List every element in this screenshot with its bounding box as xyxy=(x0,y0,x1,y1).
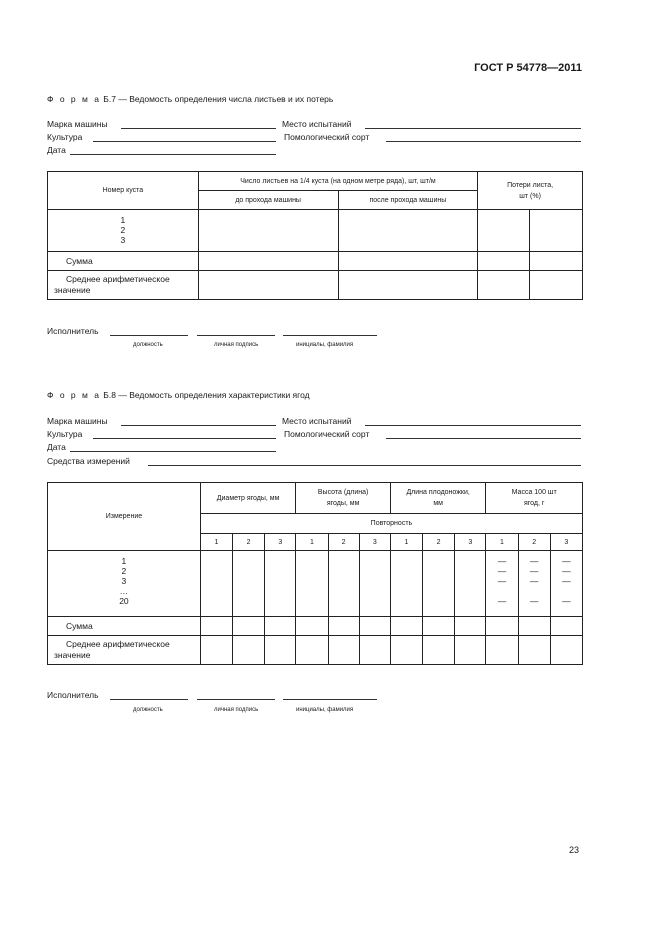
table-cell[interactable] xyxy=(359,636,390,665)
header-leaf-count: Число листьев на 1/4 куста (на одном метре ряда), шт, шт/м xyxy=(198,172,477,191)
form-b7-performer-label: Исполнитель xyxy=(47,326,99,336)
form-b7-name-caption: инициалы, фамилия xyxy=(296,342,354,348)
table-cell[interactable] xyxy=(486,617,518,636)
form-b7-variety-field[interactable] xyxy=(386,141,581,142)
table-cell[interactable] xyxy=(423,551,455,617)
table-cell[interactable] xyxy=(486,636,518,665)
form-b8-performer-label: Исполнитель xyxy=(47,690,99,700)
header-measurement: Измерение xyxy=(48,483,201,551)
sum-row-label: Сумма xyxy=(48,617,201,636)
table-cell[interactable] xyxy=(390,551,422,617)
header-mass-line2: ягод, г xyxy=(523,500,545,507)
table-cell[interactable] xyxy=(233,551,265,617)
bush-number: 1 xyxy=(120,215,126,225)
rep-3: 3 xyxy=(455,534,486,551)
rep-2: 2 xyxy=(518,534,550,551)
header-mass xyxy=(486,483,583,514)
form-b7-machine-field[interactable] xyxy=(121,128,276,129)
form-b7-culture-field[interactable] xyxy=(93,141,276,142)
header-repetition: Повторность xyxy=(200,514,582,534)
table-cell[interactable] xyxy=(296,551,328,617)
header-stem-line1: Длина плодоножки, xyxy=(406,489,470,496)
form-b7-table xyxy=(47,171,583,300)
dash: — xyxy=(562,576,571,586)
dash: — xyxy=(529,556,539,566)
rep-3: 3 xyxy=(265,534,296,551)
form-b8-name-field[interactable] xyxy=(283,699,377,700)
table-cell[interactable] xyxy=(200,617,232,636)
header-diameter: Диаметр ягоды, мм xyxy=(200,483,296,514)
header-stem-length xyxy=(390,483,486,514)
table-cell[interactable] xyxy=(296,636,328,665)
table-cell[interactable] xyxy=(390,636,422,665)
table-cell[interactable] xyxy=(455,551,486,617)
dash: — xyxy=(529,576,539,586)
table-cell[interactable] xyxy=(265,551,296,617)
dash: — xyxy=(497,596,507,606)
table-cell[interactable] xyxy=(200,551,232,617)
header-stem-line2: мм xyxy=(433,500,443,507)
rep-1: 1 xyxy=(200,534,232,551)
mass-dash-cell xyxy=(550,551,582,617)
form-b8-date-field[interactable] xyxy=(70,451,276,452)
measurement-number: … xyxy=(119,586,129,596)
header-after-pass: после прохода машины xyxy=(338,191,478,210)
table-cell[interactable] xyxy=(478,271,530,300)
sum-row-label: Сумма xyxy=(48,252,199,271)
form-b7-machine-label: Марка машины xyxy=(47,119,108,129)
form-b7-signature-caption: личная подпись xyxy=(214,342,259,348)
form-b8-position-field[interactable] xyxy=(110,699,188,700)
table-cell[interactable] xyxy=(359,617,390,636)
table-cell[interactable] xyxy=(518,617,550,636)
table-cell[interactable] xyxy=(233,636,265,665)
header-leaf-loss xyxy=(478,172,583,210)
form-b8-date-label: Дата xyxy=(47,442,66,452)
form-b8-culture-field[interactable] xyxy=(93,438,276,439)
form-b7-title xyxy=(47,94,333,104)
form-b7-position-field[interactable] xyxy=(110,335,188,336)
table-cell[interactable] xyxy=(328,551,359,617)
mean-row-label-line2: значение xyxy=(54,285,91,295)
form-b8-variety-label: Помологический сорт xyxy=(284,429,370,439)
rep-1: 1 xyxy=(390,534,422,551)
table-cell[interactable] xyxy=(423,636,455,665)
measurement-number: 20 xyxy=(119,596,129,606)
mean-row-label xyxy=(48,636,201,665)
measurement-number: 3 xyxy=(121,576,127,586)
header-before-pass: до прохода машины xyxy=(198,191,338,210)
header-height xyxy=(296,483,391,514)
measurement-number: 1 xyxy=(121,556,127,566)
table-cell[interactable] xyxy=(530,252,583,271)
form-b8-signature-field[interactable] xyxy=(197,699,275,700)
table-cell[interactable] xyxy=(550,636,582,665)
table-cell[interactable] xyxy=(530,210,583,252)
table-cell[interactable] xyxy=(296,617,328,636)
dash: — xyxy=(497,576,507,586)
bush-number-list xyxy=(48,210,199,252)
form-b7-place-label: Место испытаний xyxy=(282,119,352,129)
form-b8-position-caption: должность xyxy=(133,707,163,713)
bush-number: 2 xyxy=(120,225,126,235)
rep-2: 2 xyxy=(328,534,359,551)
rep-2: 2 xyxy=(423,534,455,551)
form-b7-signature-field[interactable] xyxy=(197,335,275,336)
header-mass-line1: Масса 100 шт xyxy=(511,489,557,496)
table-cell[interactable] xyxy=(338,252,478,271)
table-cell[interactable] xyxy=(338,271,478,300)
mean-row-label-line2: значение xyxy=(54,650,91,660)
table-cell[interactable] xyxy=(200,636,232,665)
table-cell[interactable] xyxy=(359,551,390,617)
table-cell[interactable] xyxy=(328,617,359,636)
rep-1: 1 xyxy=(296,534,328,551)
form-b7-variety-label: Помологический сорт xyxy=(284,132,370,142)
form-b7-place-field[interactable] xyxy=(365,128,581,129)
form-b8-machine-field[interactable] xyxy=(121,425,276,426)
table-cell[interactable] xyxy=(390,617,422,636)
mean-row-label-line1: Среднее арифметическое xyxy=(66,639,170,649)
dash: — xyxy=(562,596,571,606)
dash: — xyxy=(529,596,539,606)
table-cell[interactable] xyxy=(338,210,478,252)
table-cell[interactable] xyxy=(518,636,550,665)
measurement-number: 2 xyxy=(121,566,127,576)
table-cell[interactable] xyxy=(198,271,338,300)
form-b8-name-caption: инициалы, фамилия xyxy=(296,707,354,713)
table-cell[interactable] xyxy=(233,617,265,636)
form-b8-place-label: Место испытаний xyxy=(282,416,352,426)
form-b8-tools-label: Средства измерений xyxy=(47,456,130,466)
standard-number: ГОСТ Р 54778—2011 xyxy=(474,62,582,74)
mass-dash-cell xyxy=(518,551,550,617)
form-b8-machine-label: Марка машины xyxy=(47,416,108,426)
form-b8-table xyxy=(47,482,583,665)
header-height-line1: Высота (длина) xyxy=(317,489,369,496)
dash: — xyxy=(497,566,507,576)
table-cell[interactable] xyxy=(478,210,530,252)
header-leaf-loss-line2: шт (%) xyxy=(519,192,541,200)
form-b8-place-field[interactable] xyxy=(365,425,581,426)
mean-row-label-line1: Среднее арифметическое xyxy=(66,274,170,284)
table-cell[interactable] xyxy=(265,636,296,665)
dash: — xyxy=(562,556,571,566)
dash: — xyxy=(497,556,507,566)
rep-3: 3 xyxy=(359,534,390,551)
form-b7-date-label: Дата xyxy=(47,145,66,155)
rep-2: 2 xyxy=(233,534,265,551)
bush-number: 3 xyxy=(120,235,126,245)
form-b7-title-text: Б.7 — Ведомость определения числа листьев и их потерь xyxy=(100,94,334,104)
form-b8-title-prefix: Ф о р м а xyxy=(47,390,101,400)
form-b7-position-caption: должность xyxy=(133,342,163,348)
table-cell[interactable] xyxy=(328,636,359,665)
dash: — xyxy=(529,566,539,576)
table-cell[interactable] xyxy=(455,617,486,636)
form-b7-title-prefix: Ф о р м а xyxy=(47,94,101,104)
form-b8-title xyxy=(47,390,310,400)
dash: — xyxy=(562,566,571,576)
table-cell[interactable] xyxy=(478,252,530,271)
table-cell[interactable] xyxy=(265,617,296,636)
form-b8-culture-label: Культура xyxy=(47,429,83,439)
table-cell[interactable] xyxy=(530,271,583,300)
rep-3: 3 xyxy=(550,534,582,551)
table-cell[interactable] xyxy=(455,636,486,665)
table-cell[interactable] xyxy=(423,617,455,636)
page-number: 23 xyxy=(569,845,580,855)
rep-1: 1 xyxy=(486,534,518,551)
table-cell[interactable] xyxy=(550,617,582,636)
form-b7-date-field[interactable] xyxy=(70,154,276,155)
measurement-number-list xyxy=(48,551,201,617)
form-b8-signature-caption: личная подпись xyxy=(214,707,259,713)
form-b7-name-field[interactable] xyxy=(283,335,377,336)
table-cell[interactable] xyxy=(198,252,338,271)
form-b8-variety-field[interactable] xyxy=(386,438,581,439)
mean-row-label xyxy=(48,271,199,300)
header-height-line2: ягоды, мм xyxy=(326,500,360,507)
form-b8-tools-field[interactable] xyxy=(148,465,581,466)
form-b8-title-text: Б.8 — Ведомость определения характеристики ягод xyxy=(100,390,310,400)
header-bush-number: Номер куста xyxy=(48,172,199,210)
form-b7-culture-label: Культура xyxy=(47,132,83,142)
header-leaf-loss-line1: Потери листа, xyxy=(507,181,554,189)
mass-dash-cell xyxy=(486,551,518,617)
table-cell[interactable] xyxy=(198,210,338,252)
